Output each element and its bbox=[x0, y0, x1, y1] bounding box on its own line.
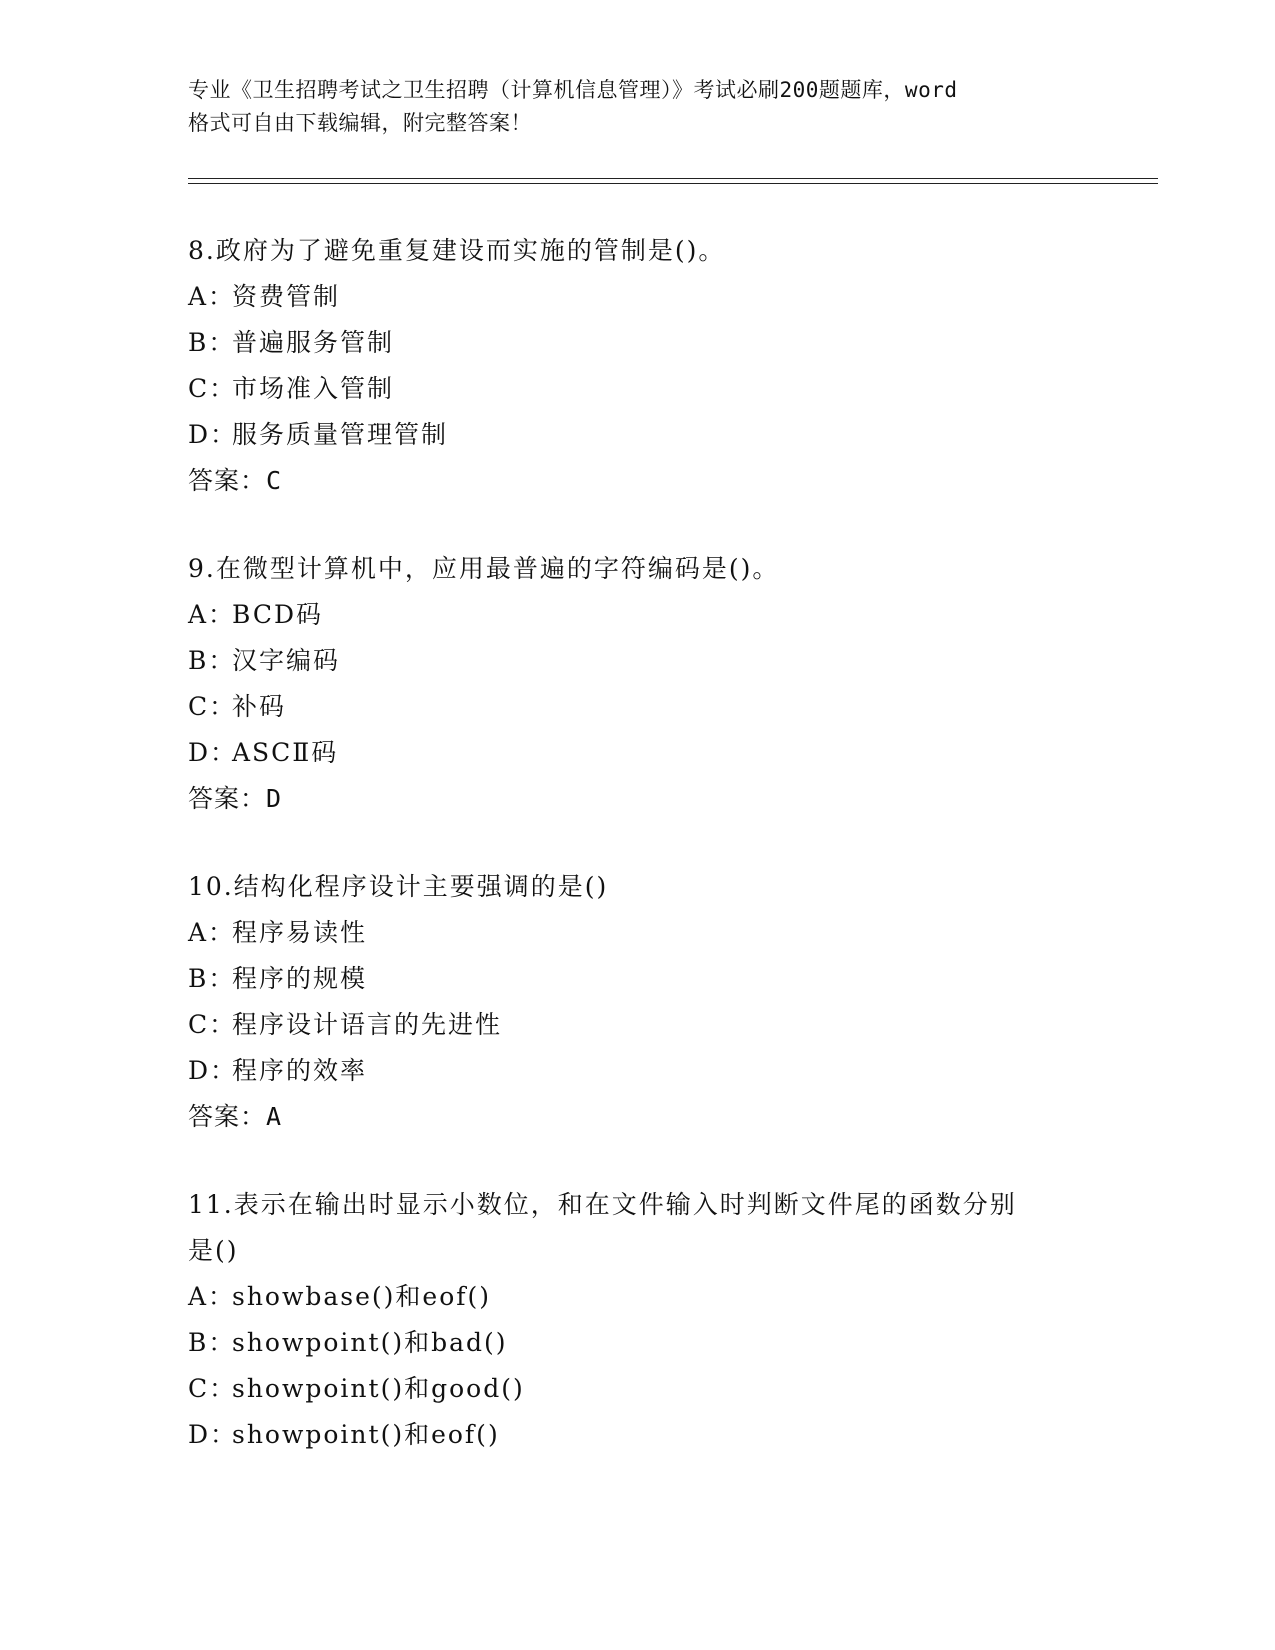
option-a bbox=[188, 592, 1128, 638]
option-d bbox=[188, 1048, 1128, 1094]
question-stem: 9.在微型计算机中，应用最普遍的字符编码是()。 bbox=[188, 554, 780, 583]
option-a bbox=[188, 1274, 1128, 1320]
option-b bbox=[188, 956, 1128, 1002]
question-9 bbox=[188, 546, 1128, 822]
option-letter: B： bbox=[188, 964, 236, 993]
document-header bbox=[188, 74, 1108, 140]
option-text: 程序设计语言的先进性 bbox=[232, 1010, 503, 1039]
option-b bbox=[188, 638, 1128, 684]
option-letter: A： bbox=[188, 918, 236, 947]
option-c bbox=[188, 684, 1128, 730]
option-text: BCD码 bbox=[232, 600, 324, 629]
option-c bbox=[188, 1002, 1128, 1048]
question-8 bbox=[188, 228, 1128, 504]
option-b bbox=[188, 320, 1128, 366]
option-letter: A： bbox=[188, 1282, 236, 1311]
option-text: ASCⅡ码 bbox=[232, 738, 339, 767]
header-divider-top bbox=[188, 178, 1158, 179]
option-letter: C： bbox=[188, 692, 237, 721]
question-stem: 10.结构化程序设计主要强调的是() bbox=[188, 872, 609, 901]
answer-line: 答案：A bbox=[188, 1102, 283, 1131]
option-letter: A： bbox=[188, 600, 236, 629]
answer-line: 答案：C bbox=[188, 466, 283, 495]
option-text: showpoint()和bad() bbox=[232, 1328, 508, 1357]
option-d bbox=[188, 412, 1128, 458]
option-text: showbase()和eof() bbox=[232, 1282, 492, 1311]
question-stem-line-1: 11.表示在输出时显示小数位，和在文件输入时判断文件尾的函数分别 bbox=[188, 1190, 1017, 1219]
question-10 bbox=[188, 864, 1128, 1140]
answer-line: 答案：D bbox=[188, 784, 283, 813]
option-letter: D： bbox=[188, 738, 238, 767]
option-text: 资费管制 bbox=[232, 282, 341, 311]
option-text: showpoint()和good() bbox=[232, 1374, 525, 1403]
option-text: 程序的规模 bbox=[232, 964, 368, 993]
option-text: 普遍服务管制 bbox=[232, 328, 395, 357]
option-letter: C： bbox=[188, 374, 237, 403]
option-letter: D： bbox=[188, 420, 238, 449]
option-letter: C： bbox=[188, 1010, 237, 1039]
option-letter: D： bbox=[188, 1056, 238, 1085]
option-text: 补码 bbox=[232, 692, 287, 721]
header-line-2: 格式可自由下载编辑，附完整答案！ bbox=[188, 111, 532, 135]
option-a bbox=[188, 274, 1128, 320]
header-line-1: 专业《卫生招聘考试之卫生招聘（计算机信息管理）》考试必刷200题题库，word bbox=[188, 78, 958, 102]
option-text: 程序的效率 bbox=[232, 1056, 368, 1085]
question-11 bbox=[188, 1182, 1128, 1458]
option-text: 程序易读性 bbox=[232, 918, 368, 947]
option-text: 汉字编码 bbox=[232, 646, 341, 675]
option-text: 市场准入管制 bbox=[232, 374, 395, 403]
question-stem: 8.政府为了避免重复建设而实施的管制是()。 bbox=[188, 236, 726, 265]
header-divider-bottom bbox=[188, 183, 1158, 184]
option-letter: B： bbox=[188, 1328, 236, 1357]
option-letter: C： bbox=[188, 1374, 237, 1403]
option-text: 服务质量管理管制 bbox=[232, 420, 449, 449]
option-letter: D： bbox=[188, 1420, 238, 1449]
option-d bbox=[188, 1412, 1128, 1458]
option-b bbox=[188, 1320, 1128, 1366]
option-c bbox=[188, 366, 1128, 412]
option-letter: B： bbox=[188, 328, 236, 357]
option-letter: A： bbox=[188, 282, 236, 311]
option-d bbox=[188, 730, 1128, 776]
option-letter: B： bbox=[188, 646, 236, 675]
option-text: showpoint()和eof() bbox=[232, 1420, 500, 1449]
option-c bbox=[188, 1366, 1128, 1412]
question-stem-line-2: 是() bbox=[188, 1236, 239, 1265]
option-a bbox=[188, 910, 1128, 956]
